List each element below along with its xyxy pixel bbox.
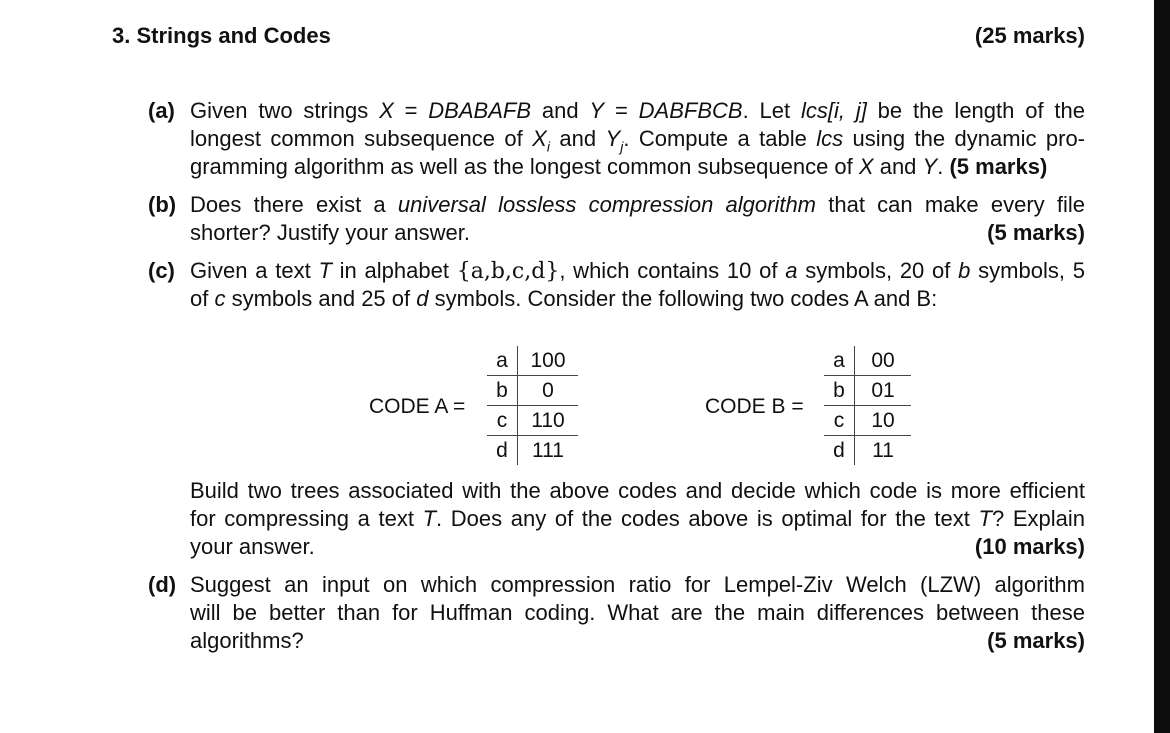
code-b-row <box>824 406 911 436</box>
code-b-symbol: a <box>824 346 855 376</box>
code-a-row <box>487 346 578 376</box>
part-a-line3: gramming algorithm as well as the longest common subsequence of X and Y. (5 marks) <box>190 154 1048 179</box>
code-a-symbol: d <box>487 436 518 466</box>
code-b-row <box>824 436 911 466</box>
question-title: 3. Strings and Codes <box>112 23 331 48</box>
code-a-label: CODE A = <box>369 395 466 418</box>
part-b-line1: Does there exist a universal lossless compression algorithm that can make every file <box>190 192 1085 217</box>
part-d-line1: Suggest an input on which compression ratio for Lempel-Ziv Welch (LZW) algorithm <box>190 572 1085 597</box>
code-a-table <box>487 346 578 465</box>
part-a-line2: longest common subsequence of $X_i$ and $Y_j$. Compute a table lcs using the dynamic pro- <box>190 126 1085 155</box>
code-a-codeword: 110 <box>518 406 579 436</box>
code-b-table <box>824 346 911 465</box>
part-d-line3: algorithms? <box>190 628 304 653</box>
part-a-label: (a) <box>148 98 175 123</box>
part-a-marks: (5 marks) <box>949 154 1048 179</box>
part-c-after-line2: for compressing a text T. Does any of the codes above is optimal for the text T? Explain <box>190 506 1085 531</box>
right-edge-border <box>1154 0 1170 733</box>
code-b-row <box>824 346 911 376</box>
code-b-codeword: 10 <box>855 406 912 436</box>
part-c-after-line1: Build two trees associated with the above codes and decide which code is more efficient <box>190 478 1085 503</box>
code-b-symbol: b <box>824 376 855 406</box>
code-b-row <box>824 376 911 406</box>
part-b-label: (b) <box>148 192 177 217</box>
part-c-marks: (10 marks) <box>974 534 1085 559</box>
part-d-marks: (5 marks) <box>987 628 1085 653</box>
code-b-label: CODE B = <box>705 395 804 418</box>
code-b-symbol: d <box>824 436 855 466</box>
code-b-codeword: 00 <box>871 349 895 372</box>
code-b-codeword: 01 <box>855 376 912 406</box>
part-c-label: (c) <box>148 258 175 283</box>
part-c-line1: Given a text T in alphabet {a,b,c,d}, which contains 10 of a symbols, 20 of b symbols, 5 <box>190 258 1085 284</box>
code-b-codeword: 11 <box>855 436 912 466</box>
part-b-marks: (5 marks) <box>987 220 1085 245</box>
code-a-codeword: 100 <box>530 349 566 372</box>
part-b-line2: shorter? Justify your answer. <box>190 220 471 245</box>
code-a-symbol: c <box>487 406 518 436</box>
part-d-line2: will be better than for Huffman coding. What are the main differences between these <box>190 600 1085 625</box>
code-a-codeword: 0 <box>518 376 579 406</box>
code-a-symbol: b <box>487 376 518 406</box>
code-a-codeword: 111 <box>518 436 579 466</box>
code-b-symbol: c <box>824 406 855 436</box>
part-a-line1: Given two strings X = DBABAFB and Y = DABFBCB. Let lcs[i, j] be the length of the <box>190 98 1085 123</box>
part-c-line2: of c symbols and 25 of d symbols. Consider the following two codes A and B: <box>190 286 938 311</box>
part-d-label: (d) <box>148 572 177 597</box>
code-a-row <box>487 406 578 436</box>
code-a-symbol: a <box>487 346 518 376</box>
code-a-row <box>487 436 578 466</box>
part-c-after-line3: your answer. <box>190 534 315 559</box>
total-marks: (25 marks) <box>974 23 1085 48</box>
code-a-row <box>487 376 578 406</box>
